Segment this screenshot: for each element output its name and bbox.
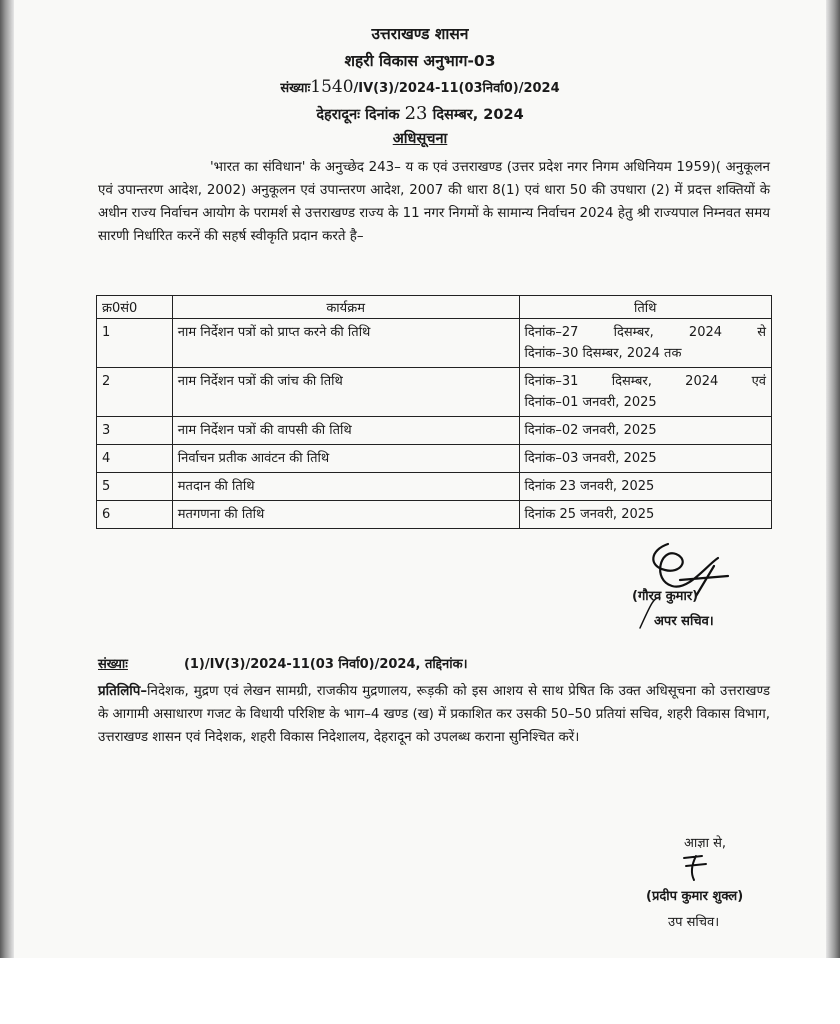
table-row: [97, 445, 772, 473]
copy-paragraph: [98, 680, 770, 749]
row-serial: 4: [97, 445, 173, 473]
copy-reference-text: (1)/IV(3)/2024-11(03 निर्वा0)/2024, तद्दिनांक।: [183, 657, 468, 672]
by-order-text: आज्ञा से,: [684, 836, 727, 851]
header-serial-no: क्र0सं0: [97, 296, 173, 319]
row-serial: 2: [97, 368, 173, 417]
signature-scribble-2: [676, 852, 716, 890]
place-date-prefix: देहरादूनः दिनांक: [316, 107, 400, 123]
table-row: [97, 501, 772, 529]
table-row: [97, 319, 772, 368]
place-date: [0, 103, 840, 124]
row-date: [519, 368, 771, 417]
reference-rest: /IV(3)/2024-11(03निर्वा0)/2024: [353, 81, 560, 96]
row-program: मतगणना की तिथि: [172, 501, 519, 529]
date-handwritten-day: 23: [404, 103, 428, 124]
signatory2-name: (प्रदीप कुमार शुक्ल): [646, 889, 744, 904]
reference-handwritten-number: 1540: [310, 77, 354, 97]
table-row: [97, 473, 772, 501]
row-serial: 5: [97, 473, 173, 501]
row-date: दिनांक–03 जनवरी, 2025: [519, 445, 771, 473]
copy-reference: [98, 654, 468, 672]
copy-lead: प्रतिलिपि–: [98, 684, 148, 699]
department-section: शहरी विकास अनुभाग-03: [344, 52, 496, 70]
header-program: कार्यक्रम: [172, 296, 519, 319]
signatory1-designation: अपर सचिव।: [654, 614, 714, 629]
notice-title: [0, 128, 840, 148]
govt-title: उत्तराखण्ड शासन: [371, 25, 469, 43]
notification-paragraph: 'भारत का संविधान' के अनुच्छेद 243– य क एवं उत्तराखण्ड (उत्तर प्रदेश नगर निगम अधिनियम 1959)( अनुकूलन एवं उपान्तरण आदेश, 2002) अनुकूलन एवं उपान्तरण आदेश, 2007 की धारा 8(1) एवं धारा 50 की उपधारा (2) में प्रदत्त शक्तियों के अधीन राज्य निर्वाचन आयोग के परामर्श से उत्तराखण्ड राज्य के 11 नगर निगमों के सामान्य निर्वाचन 2024 हेतु श्री राज्यपाल निम्नवत समय सारणी निर्धारित करनें की सहर्ष स्वीकृति प्रदान करते है–: [98, 160, 770, 244]
row-date-line1: दिनांक–27 दिसम्बर, 2024 से: [524, 325, 766, 340]
election-schedule-table: [96, 295, 772, 529]
reference-label: संख्याः: [280, 81, 311, 96]
row-date-line2: दिनांक–01 जनवरी, 2025: [524, 395, 657, 410]
row-date-line2: दिनांक–30 दिसम्बर, 2024 तक: [524, 346, 682, 361]
row-program: मतदान की तिथि: [172, 473, 519, 501]
copy-reference-label: संख्याः: [98, 657, 128, 672]
row-program: नाम निर्देशन पत्रों को प्राप्त करने की तिथि: [172, 319, 519, 368]
table-header-row: [97, 296, 772, 319]
signatory1-name: (गौरव कुमार): [632, 589, 699, 604]
row-serial: 3: [97, 417, 173, 445]
table-row: [97, 368, 772, 417]
row-serial: 6: [97, 501, 173, 529]
reference-number: [0, 77, 840, 97]
signatory2-designation: उप सचिव।: [668, 915, 720, 930]
date-suffix: दिसम्बर, 2024: [432, 107, 524, 123]
header-date: तिथि: [519, 296, 771, 319]
row-date: दिनांक 23 जनवरी, 2025: [519, 473, 771, 501]
copy-text: निदेशक, मुद्रण एवं लेखन सामग्री, राजकीय मुद्रणालय, रूड़की को इस आशय से साथ प्रेषित कि उक्त अधिसूचना को उत्तराखण्ड के आगामी असाधारण गजट के विधायी परिशिष्ट के भाग–4 खण्ड (ख) में प्रकाशित कर उसकी 50–50 प्रतियां सचिव, शहरी विकास विभाग, उत्तराखण्ड शासन एवं निदेशक, शहरी विकास निदेशालय, देहरादून को उपलब्ध कराना सुनिश्चित करें।: [98, 684, 770, 745]
row-date: [519, 319, 771, 368]
row-program: नाम निर्देशन पत्रों की वापसी की तिथि: [172, 417, 519, 445]
row-serial: 1: [97, 319, 173, 368]
table-row: [97, 417, 772, 445]
row-date-line1: दिनांक–31 दिसम्बर, 2024 एवं: [524, 374, 766, 389]
row-date: दिनांक–02 जनवरी, 2025: [519, 417, 771, 445]
row-program: निर्वाचन प्रतीक आवंटन की तिथि: [172, 445, 519, 473]
row-date: दिनांक 25 जनवरी, 2025: [519, 501, 771, 529]
row-program: नाम निर्देशन पत्रों की जांच की तिथि: [172, 368, 519, 417]
notice-title-text: अधिसूचना: [392, 131, 448, 147]
